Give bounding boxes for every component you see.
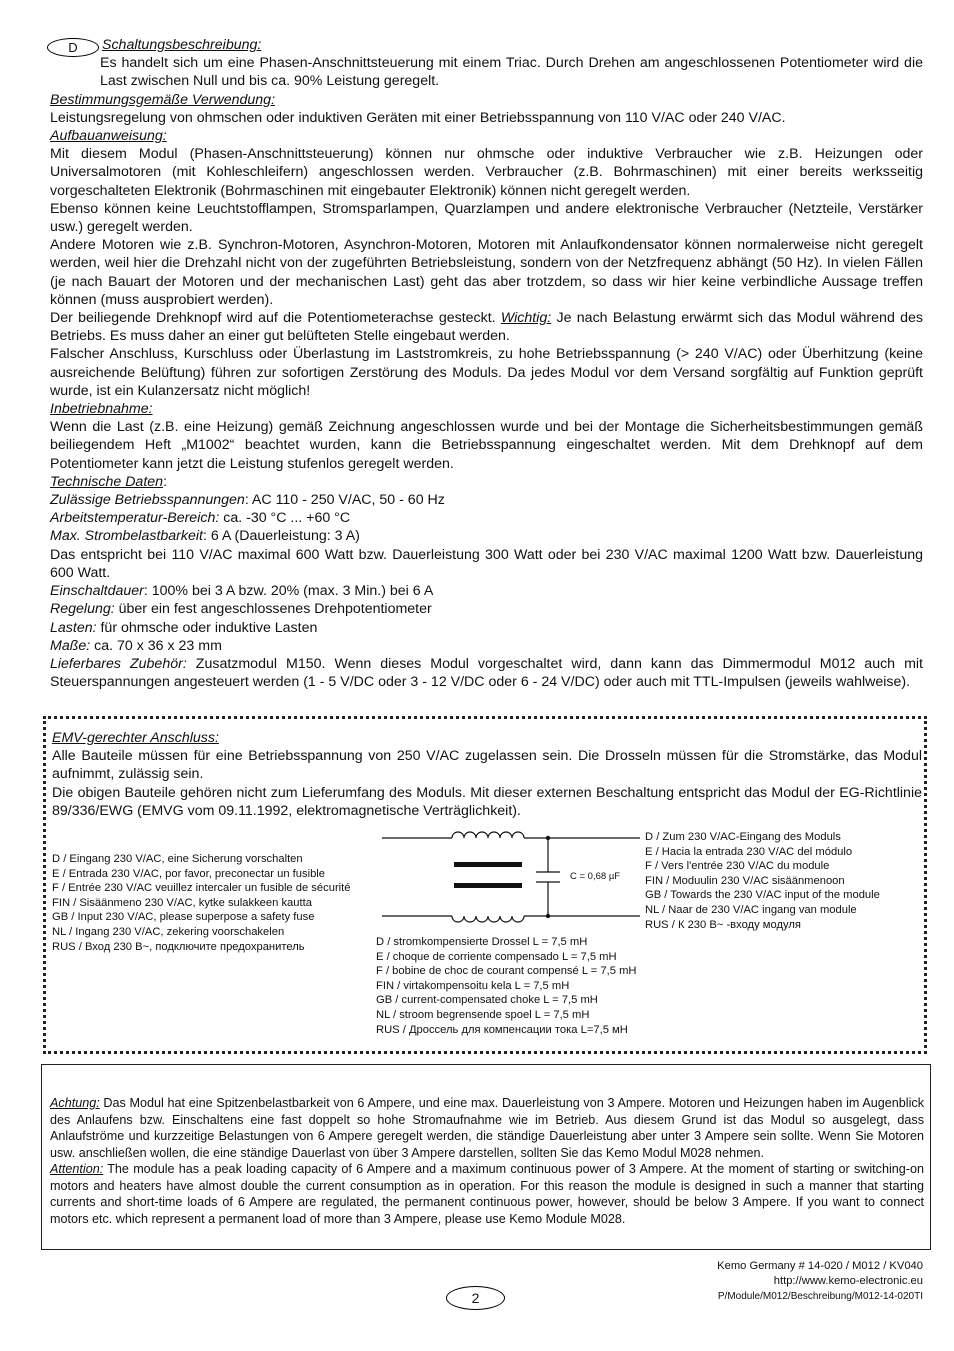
- heading-emv: EMV-gerechter Anschluss:: [52, 730, 219, 746]
- emv-circuit-diagram: [378, 826, 643, 931]
- attention-de: Achtung: Das Modul hat eine Spitzenbelastbarkeit von 6 Ampere, und eine max. Dauerleistung von 3 Ampere. Motoren und Heizungen haben im Augenblick des Anlaufens bzw. Einschaltens eine fast doppelt so hohe Stromaufnahme wie im Betrieb. Aus diesem Grund ist das Modul so ausgelegt, dass Anlaufströme und kurzzeitige Belastungen von 6 Ampere geregelt werden, die ständige Dauerleistung aber unter 3 Ampere sein sollte. Wenn Sie Motoren usw. anschließen wollen, die eine ständige Dauerlast von über 3 Ampere darstellen, sollten Sie das Kemo Modul M028 nehmen.: [50, 1096, 924, 1160]
- choke-label: D / stromkompensierte Drossel L = 7,5 mH: [376, 936, 588, 948]
- tech-control: Regelung: über ein fest angeschlossenes Drehpotentiometer: [50, 601, 432, 618]
- heading-assembly: Aufbauanweisung:: [50, 128, 167, 145]
- choke-coil-top: [452, 832, 524, 838]
- footer-line-1: Kemo Germany # 14-020 / M012 / KV040: [717, 1260, 923, 1272]
- heading-intended-use: Bestimmungsgemäße Verwendung:: [50, 91, 276, 108]
- choke-core-top: [454, 862, 522, 867]
- input-label: NL / Ingang 230 V/AC, zekering voorschakelen: [52, 925, 285, 938]
- attention-box: [41, 1064, 931, 1250]
- choke-label: F / bobine de choc de courant compensé L = 7,5 mH: [376, 965, 637, 978]
- tech-accessories: Lieferbares Zubehör: Zusatzmodul M150. Wenn dieses Modul vorgeschaltet wird, dann kann das Dimmermodul M012 auch mit Steuerspannungen angesteuert werden (1 - 5 V/DC oder 3 - 12 V/DC oder 6 - 24 V/DC) oder auch mit TTL-Impulsen (jeweils wahlweise).: [50, 655, 923, 691]
- input-label: F / Entrée 230 V/AC veuillez intercaler un fusible de sécurité: [52, 882, 351, 895]
- heading-commissioning: Inbetriebnahme:: [50, 401, 153, 418]
- description-section: [50, 36, 923, 691]
- attention-en: Attention: The module has a peak loading capacity of 6 Ampere and a maximum continuous power of 3 Ampere. At the moment of starting or switching-on motors and heaters have almost double the current consumption as in operation. For this reason the module is designed in such a manner that starting currents and short-time loads of 6 Ampere are regulated, the permanent continuous power, however, should be below 3 Ampere. If you want to connect motors etc. which represent a permanent load of more than 3 Ampere, please use Kemo Module M028.: [50, 1162, 924, 1226]
- input-label: GB / Input 230 V/AC, please superpose a safety fuse: [52, 911, 315, 924]
- output-label: E / Hacia la entrada 230 V/AC del módulo: [645, 845, 853, 858]
- language-badge: D: [47, 38, 99, 57]
- tech-dimensions: Maße: ca. 70 x 36 x 23 mm: [50, 637, 222, 654]
- assembly-text-3: Andere Motoren wie z.B. Synchron-Motoren, Asynchron-Motoren, Motoren mit Anlaufkondensator können normalerweise nicht geregelt werden, weil hier die Drehzahl nicht von der zugeführten Betriebsleistung, sondern von der Netzfrequenz abhängt (50 Hz). In vielen Fällen (je nach Bauart der Motoren und der mechanischen Last) geht das aber trotzdem, so dass wir hier keine verbindliche Aussage treffen können (muss ausprobiert werden).: [50, 237, 923, 308]
- output-label: NL / Naar de 230 V/AC ingang van module: [645, 903, 857, 916]
- assembly-text-5: Falscher Anschluss, Kurschluss oder Überlastung im Laststromkreis, zu hohe Betriebsspannung (> 240 V/AC) oder Überhitzung (keine ausreichende Belüftung) führen zur sofortigen Zerstörung des Moduls. Da jedes Modul vor dem Versand sorgfältig auf Funktion geprüft wurde, ist ein Kulanzersatz nicht möglich!: [50, 346, 923, 399]
- assembly-text-2: Ebenso können keine Leuchtstofflampen, Stromsparlampen, Quarzlampen und andere elektronische Verbraucher (Netzteile, Verstärker usw.) geregelt werden.: [50, 200, 923, 236]
- tech-voltage: Zulässige Betriebsspannungen: AC 110 - 250 V/AC, 50 - 60 Hz: [50, 492, 445, 509]
- tech-loads: Lasten: für ohmsche oder induktive Lasten: [50, 619, 318, 636]
- input-label: FIN / Sisäänmeno 230 V/AC, kytke sulakkeen kautta: [52, 896, 312, 909]
- circuit-description-text: Es handelt sich um eine Phasen-Anschnittsteuerung mit einem Triac. Durch Drehen am angeschlossenen Potentiometer wird die Last zwischen Null und bis ca. 90% Leistung geregelt.: [100, 55, 923, 90]
- output-label: GB / Towards the 230 V/AC input of the module: [645, 889, 880, 902]
- input-label: D / Eingang 230 V/AC, eine Sicherung vorschalten: [52, 853, 303, 865]
- choke-label: GB / current-compensated choke L = 7,5 mH: [376, 994, 598, 1007]
- choke-label: FIN / virtakompensoitu kela L = 7,5 mH: [376, 979, 570, 992]
- footer-url[interactable]: http://www.kemo-electronic.eu: [773, 1275, 923, 1288]
- output-label: F / Vers l'entrée 230 V/AC du module: [645, 860, 830, 873]
- tech-current-detail: Das entspricht bei 110 V/AC maximal 600 Watt bzw. Dauerleistung 300 Watt oder bei 230 V/AC maximal 1200 Watt bzw. Dauerleistung 600 Watt.: [50, 546, 923, 581]
- choke-labels-list: [376, 935, 676, 1037]
- emv-text-1: Alle Bauteile müssen für eine Betriebsspannung von 250 V/AC zugelassen sein. Die Drosseln müssen für die Stromstärke, das Modul aufnimmt, zulässig sein.: [52, 748, 922, 783]
- important-label: Wichtig:: [500, 310, 552, 327]
- choke-label: NL / stroom begrensende spoel L = 7,5 mH: [376, 1008, 590, 1021]
- choke-label: RUS / Дроссель для компенсации тока L=7,5 мН: [376, 1023, 628, 1036]
- output-label: FIN / Moduulin 230 V/AC sisäänmenoon: [645, 874, 845, 887]
- intended-use-text: Leistungsregelung von ohmschen oder induktiven Geräten mit einer Betriebsspannung von 110 V/AC oder 240 V/AC.: [50, 109, 786, 126]
- assembly-text-1: Mit diesem Modul (Phasen-Anschnittsteuerung) können nur ohmsche oder induktive Verbraucher wie z.B. Heizungen oder Universalmotoren (mit Kohleschleifern) angeschlossen werden. Verbraucher (z.B. Bohrmaschinen) mit einer bereits werksseitig vorgeschalteten Elektronik (Bohrmaschinen mit eingebauter Elektronik) können nicht geregelt werden.: [50, 146, 923, 199]
- output-labels-list: [645, 830, 925, 932]
- input-label: E / Entrada 230 V/AC, por favor, preconectar un fusible: [52, 867, 326, 880]
- input-labels-list: [52, 852, 368, 954]
- page-number: 2: [446, 1286, 505, 1310]
- tech-duty-cycle: Einschaltdauer: 100% bei 3 A bzw. 20% (max. 3 Min.) bei 6 A: [50, 583, 434, 600]
- emv-text-2: Die obigen Bauteile gehören nicht zum Lieferumfang des Moduls. Mit dieser externen Beschaltung entspricht das Modul der EG-Richtlinie 89/336/EWG (EMVG vom 09.11.1992, elektromagnetische Verträglichkeit).: [52, 784, 922, 819]
- choke-label: E / choque de corriente compensado L = 7,5 mH: [376, 950, 617, 963]
- commissioning-text: Wenn die Last (z.B. eine Heizung) gemäß Zeichnung angeschlossen wurde und bei der Montage die Sicherheitsbestimmungen gemäß beiliegendem Heft „M1002“ beachtet wurden, kann die Betriebsspannung eingeschaltet werden. Mit dem Drehknopf auf dem Potentiometer kann jetzt die Leistung stufenlos geregelt werden.: [50, 419, 923, 472]
- heading-technical-data: Technische Daten:: [50, 473, 168, 490]
- assembly-text-4: Der beiliegende Drehknopf wird auf die Potentiometerachse gesteckt. Wichtig: Je nach Belastung erwärmt sich das Modul während des Betriebs. Es muss daher an einer gut belüfteten Stelle eingebaut werden.: [50, 310, 924, 345]
- output-label: RUS / К 230 В~ -входу модуля: [645, 918, 801, 931]
- footer-path: P/Module/M012/Beschreibung/M012-14-020TI: [717, 1291, 923, 1303]
- choke-core-bottom: [454, 883, 522, 888]
- tech-current: Max. Strombelastbarkeit: 6 A (Dauerleistung: 3 A): [50, 528, 360, 545]
- tech-temperature: Arbeitstemperatur-Bereich: ca. -30 °C ... +60 °C: [50, 510, 351, 527]
- output-label: D / Zum 230 V/AC-Eingang des Moduls: [645, 831, 841, 843]
- capacitor-label: C = 0,68 µF: [570, 871, 621, 882]
- heading-circuit-description: Schaltungsbeschreibung:: [102, 37, 262, 53]
- footer: [717, 1259, 923, 1305]
- choke-coil-bottom: [452, 916, 524, 922]
- input-label: RUS / Вход 230 В~, подключите предохранитель: [52, 940, 305, 953]
